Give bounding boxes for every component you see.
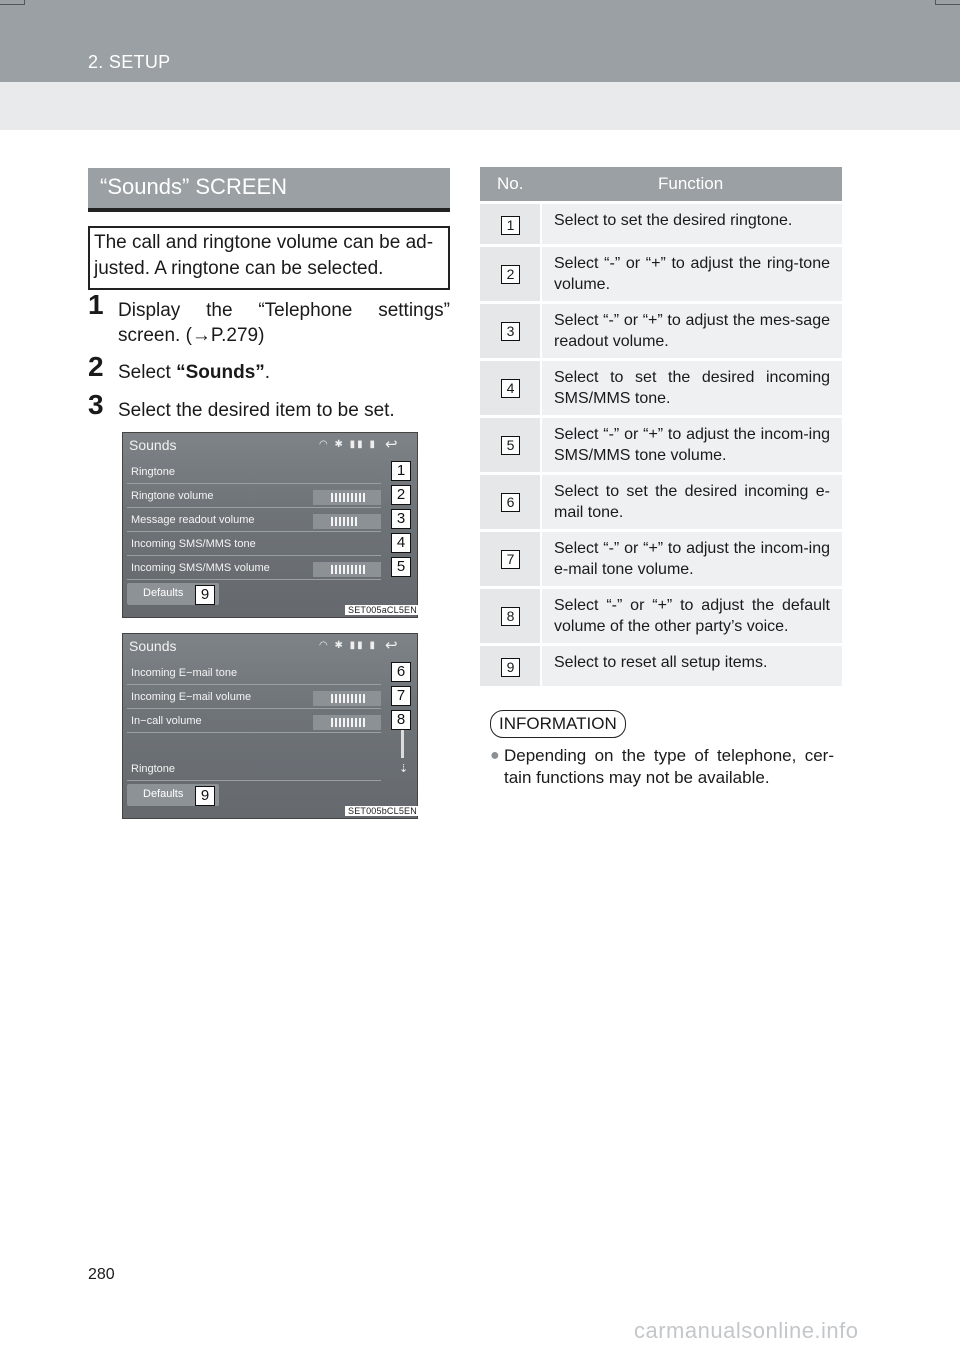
step-text-part: . bbox=[264, 362, 271, 383]
table-row bbox=[480, 244, 842, 301]
table-cell-function: Select “-” or “+” to adjust the incom-ing e-mail tone volume. bbox=[542, 532, 842, 586]
section-title: “Sounds” SCREEN bbox=[100, 174, 288, 199]
table-header bbox=[480, 167, 842, 201]
sounds-item-sms-tone[interactable] bbox=[127, 535, 381, 556]
table-cell-function: Select to set the desired incoming SMS/MMS tone. bbox=[542, 361, 842, 415]
volume-level bbox=[331, 493, 367, 502]
callout-5: 5 bbox=[391, 557, 411, 577]
volume-bar[interactable] bbox=[313, 514, 381, 529]
table-cell-function: Select “-” or “+” to adjust the incom-ing SMS/MMS tone volume. bbox=[542, 418, 842, 472]
item-label: Ringtone bbox=[131, 763, 176, 775]
item-label: Incoming E−mail tone bbox=[131, 667, 238, 679]
item-label: Ringtone bbox=[131, 466, 176, 478]
table-row bbox=[480, 643, 842, 686]
table-row bbox=[480, 201, 842, 244]
scrollbar[interactable] bbox=[401, 730, 404, 758]
item-label: Incoming SMS/MMS volume bbox=[131, 562, 270, 574]
table-cell-no bbox=[480, 589, 540, 643]
back-icon[interactable]: ↩ bbox=[385, 436, 398, 453]
sounds-item-email-volume[interactable] bbox=[127, 688, 381, 709]
volume-bar[interactable] bbox=[313, 691, 381, 706]
callout-3: 3 bbox=[391, 509, 411, 529]
sounds-screen-1 bbox=[122, 432, 418, 618]
item-number-badge: 1 bbox=[501, 216, 520, 235]
step-number: 2 bbox=[88, 351, 104, 382]
item-number-badge: 3 bbox=[501, 322, 520, 341]
step-text bbox=[118, 360, 450, 385]
section-heading bbox=[88, 168, 450, 212]
sounds-item-in-call-volume[interactable] bbox=[127, 712, 381, 733]
sounds-item-email-tone[interactable] bbox=[127, 664, 381, 685]
callout-9: 9 bbox=[195, 585, 215, 605]
function-table bbox=[480, 167, 842, 686]
item-number-badge: 6 bbox=[501, 493, 520, 512]
defaults-label: Defaults bbox=[143, 788, 184, 800]
item-label: Ringtone volume bbox=[131, 490, 214, 502]
volume-level bbox=[331, 565, 367, 574]
item-label: Incoming E−mail volume bbox=[131, 691, 252, 703]
table-cell-function: Select to reset all setup items. bbox=[542, 646, 842, 686]
table-cell-no bbox=[480, 204, 540, 244]
page-reference-link[interactable]: P.279) bbox=[210, 325, 265, 346]
sounds-item-ringtone[interactable] bbox=[127, 760, 381, 781]
sounds-item-message-readout-volume[interactable] bbox=[127, 511, 381, 532]
callout-2: 2 bbox=[391, 485, 411, 505]
screen-title: Sounds bbox=[129, 638, 177, 654]
step-text-part: Display the “Telephone settings” screen. ( bbox=[118, 300, 450, 346]
arrow-icon: → bbox=[191, 325, 211, 346]
table-row bbox=[480, 529, 842, 586]
table-cell-no bbox=[480, 247, 540, 301]
crop-mark-left bbox=[0, 0, 25, 5]
table-cell-function: Select to set the desired ringtone. bbox=[542, 204, 842, 244]
back-icon[interactable]: ↩ bbox=[385, 637, 398, 654]
table-row bbox=[480, 472, 842, 529]
table-cell-no bbox=[480, 361, 540, 415]
table-cell-no bbox=[480, 532, 540, 586]
status-icons: ◠ ✱ ▮▮ ▮ bbox=[319, 439, 377, 450]
information-text: Depending on the type of telephone, cer-tain functions may not be available. bbox=[504, 746, 834, 787]
callout-6: 6 bbox=[391, 662, 411, 682]
section-intro: The call and ringtone volume can be ad-justed. A ringtone can be selected. bbox=[88, 226, 450, 290]
table-row bbox=[480, 586, 842, 643]
step-text-bold: “Sounds” bbox=[176, 362, 265, 383]
table-cell-function: Select “-” or “+” to adjust the ring-tone volume. bbox=[542, 247, 842, 301]
item-number-badge: 2 bbox=[501, 265, 520, 284]
callout-7: 7 bbox=[391, 686, 411, 706]
table-row bbox=[480, 301, 842, 358]
information-heading: INFORMATION bbox=[490, 710, 626, 738]
figure-code: SET005bCL5EN bbox=[345, 806, 420, 816]
watermark: carmanualsonline.info bbox=[634, 1318, 859, 1343]
column-header-no: No. bbox=[497, 174, 524, 193]
header-subband bbox=[0, 82, 960, 130]
bullet-icon: ● bbox=[490, 747, 500, 764]
step-number: 1 bbox=[88, 289, 104, 320]
volume-bar[interactable] bbox=[313, 562, 381, 577]
table-cell-function: Select “-” or “+” to adjust the default volume of the other party’s voice. bbox=[542, 589, 842, 643]
item-number-badge: 5 bbox=[501, 436, 520, 455]
item-number-badge: 7 bbox=[501, 550, 520, 569]
page-number: 280 bbox=[88, 1266, 115, 1283]
chapter-title: 2. SETUP bbox=[88, 52, 171, 72]
item-number-badge: 8 bbox=[501, 607, 520, 626]
figure-code: SET005aCL5EN bbox=[345, 605, 420, 615]
sounds-item-sms-volume[interactable] bbox=[127, 559, 381, 580]
callout-9: 9 bbox=[195, 786, 215, 806]
item-label: Message readout volume bbox=[131, 514, 255, 526]
table-cell-no bbox=[480, 475, 540, 529]
scroll-down-icon[interactable]: ⇣ bbox=[399, 763, 409, 775]
volume-bar[interactable] bbox=[313, 490, 381, 505]
table-cell-function: Select to set the desired incoming e-mail tone. bbox=[542, 475, 842, 529]
table-row bbox=[480, 415, 842, 472]
crop-mark-right bbox=[935, 0, 960, 5]
item-number-badge: 9 bbox=[501, 658, 520, 677]
sounds-screen-2 bbox=[122, 633, 418, 819]
sounds-item-ringtone[interactable] bbox=[127, 463, 381, 484]
screen-title: Sounds bbox=[129, 437, 177, 453]
step-number: 3 bbox=[88, 389, 104, 420]
table-cell-no bbox=[480, 418, 540, 472]
column-header-function: Function bbox=[658, 174, 724, 193]
callout-8: 8 bbox=[391, 710, 411, 730]
item-number-badge: 4 bbox=[501, 379, 520, 398]
step-text-part: Select bbox=[118, 362, 177, 383]
table-cell-no bbox=[480, 304, 540, 358]
defaults-label: Defaults bbox=[143, 587, 184, 599]
table-row bbox=[480, 358, 842, 415]
status-icons: ◠ ✱ ▮▮ ▮ bbox=[319, 640, 377, 651]
item-label: Incoming SMS/MMS tone bbox=[131, 538, 256, 550]
callout-1: 1 bbox=[391, 461, 411, 481]
step-text bbox=[118, 298, 450, 348]
volume-bar[interactable] bbox=[313, 715, 381, 730]
callout-4: 4 bbox=[391, 533, 411, 553]
step-text: Select the desired item to be set. bbox=[118, 400, 395, 421]
sounds-item-ringtone-volume[interactable] bbox=[127, 487, 381, 508]
item-label: In−call volume bbox=[131, 715, 202, 727]
volume-level bbox=[331, 718, 367, 727]
volume-level bbox=[331, 517, 357, 526]
volume-level bbox=[331, 694, 367, 703]
table-cell-function: Select “-” or “+” to adjust the mes-sage readout volume. bbox=[542, 304, 842, 358]
table-cell-no bbox=[480, 646, 540, 686]
